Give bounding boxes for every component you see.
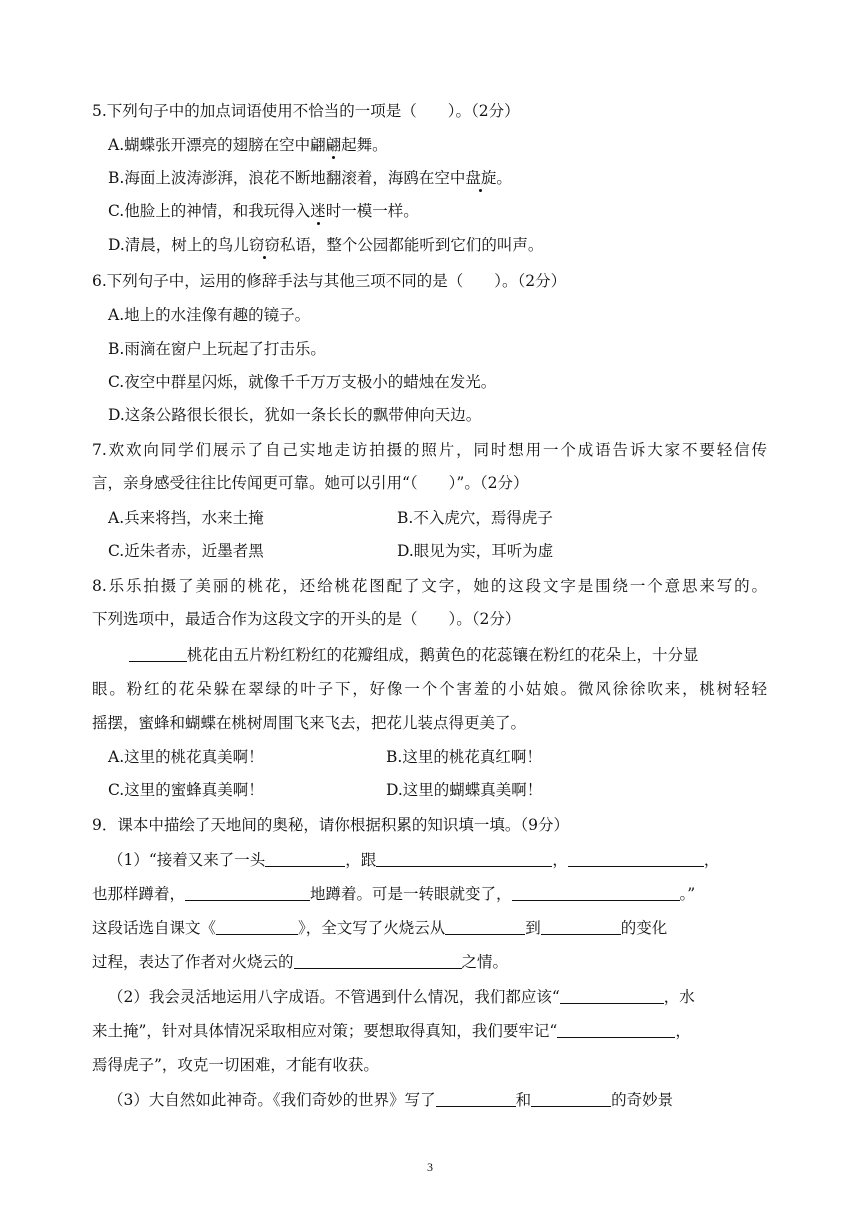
q5-stem: 5.下列句子中的加点词语使用不恰当的一项是（ ）。（2分） [92,102,520,120]
q7-option-c: C.近朱者赤，近墨者黑 [108,542,264,560]
answer-blank[interactable] [560,987,664,1004]
q7-option-b: B.不入虎穴，焉得虎子 [397,509,553,527]
emphasis-dots: 迷 [310,202,326,220]
emphasis-dots: 盘旋 [465,169,497,187]
q7-option-a: A.兵来将挡，水来土掩 [108,509,264,527]
q6-option-d: D.这条公路很长很长，犹如一条长长的飘带伸向天边。 [108,406,482,424]
answer-blank[interactable] [541,918,621,935]
answer-blank[interactable] [216,918,298,935]
q9-part3-line1: （3）大自然如此神奇。《我们奇妙的世界》写了 和 的奇妙景 [108,1091,674,1109]
q6-option-c: C.夜空中群星闪烁，就像千千万万支极小的蜡烛在发光。 [108,373,497,391]
page-number: 3 [427,1160,433,1174]
q6-stem: 6.下列句子中，运用的修辞手法与其他三项不同的是（ ）。（2分） [92,272,567,290]
answer-blank[interactable] [512,884,680,901]
q5-option-c: C.他脸上的神情，和我玩得入迷时一模一样。 [108,202,419,220]
q9-part2-line2: 来土掩”，针对具体情况采取相应对策；要想取得真知，我们要牢记“ ， [92,1022,691,1040]
answer-blank[interactable] [568,850,704,867]
q9-part2-line3: 焉得虎子”，攻克一切困难，才能有收获。 [92,1056,379,1074]
answer-blank[interactable] [436,1090,516,1107]
q8-option-b: B.这里的桃花真红啊！ [386,748,542,766]
answer-blank[interactable] [376,850,552,867]
answer-blank[interactable] [557,1021,675,1038]
q8-passage-line3: 摇摆，蜜蜂和蝴蝶在桃树周围飞来飞去，把花儿装点得更美了。 [92,714,527,732]
q5-option-a: A.蝴蝶张开漂亮的翅膀在空中翩翩起舞。 [108,136,388,154]
q5-option-b: B.海面上波涛澎湃，浪花不断地翻滚着，海鸥在空中盘旋。 [108,169,512,187]
q8-option-d: D.这里的蝴蝶真美啊！ [386,781,543,799]
q8-option-a: A.这里的桃花真美啊！ [108,748,264,766]
q8-option-c: C.这里的蜜蜂真美啊！ [108,781,264,799]
q7-option-d: D.眼见为实，耳听为虚 [397,542,554,560]
q9-part1-line2: 也那样蹲着， 地蹲着。可是一转眼就变了， 。” [92,885,696,903]
answer-blank[interactable] [531,1090,611,1107]
q8-passage-line2: 眼。粉红的花朵躲在翠绿的叶子下，好像一个个害羞的小姑娘。微风徐徐吹来，桃树轻轻 [92,680,767,698]
q9-part1-line3: 这段话选自课文《 》，全文写了火烧云从 到 的变化 [92,919,668,937]
answer-blank[interactable] [445,918,525,935]
q7-stem-line2: 言，亲身感受往往比传闻更可靠。她可以引用“（ ）”。（2分） [92,474,529,492]
q5-option-d: D.清晨，树上的鸟儿窃窃私语，整个公园都能听到它们的叫声。 [108,236,544,254]
q8-passage-line1: 桃花由五片粉红粉红的花瓣组成，鹅黄色的花蕊镶在粉红的花朵上，十分显 [129,645,699,665]
answer-blank[interactable] [185,884,310,901]
q8-stem-line1: 8.乐乐拍摄了美丽的桃花，还给桃花图配了文字，她的这段文字是围绕一个意思来写的。 [92,577,767,595]
q9-part2-line1: （2）我会灵活地运用八字成语。不管遇到什么情况，我们都应该“ ，水 [108,988,695,1006]
answer-blank[interactable] [294,952,462,969]
q9-part1-line1: （1）“接着又来了一头 ，跟 ， ， [108,851,720,869]
emphasis-dots: 窃窃 [248,236,280,254]
q9-stem: 9．课本中描绘了天地间的奥秘，请你根据积累的知识填一填。（9分） [92,816,569,834]
emphasis-dots: 翩翩起 [310,136,357,154]
q9-part1-line4: 过程，表达了作者对火烧云的 之情。 [92,953,509,971]
q8-stem-line2: 下列选项中，最适合作为这段文字的开头的是（ ）。（2分） [92,610,521,628]
answer-blank[interactable] [265,850,345,867]
answer-blank[interactable] [129,645,187,662]
q6-option-b: B.雨滴在窗户上玩起了打击乐。 [108,340,326,358]
q7-stem-line1: 7.欢欢向同学们展示了自己实地走访拍摄的照片，同时想用一个成语告诉大家不要轻信传 [92,441,767,459]
q6-option-a: A.地上的水洼像有趣的镜子。 [108,306,311,324]
